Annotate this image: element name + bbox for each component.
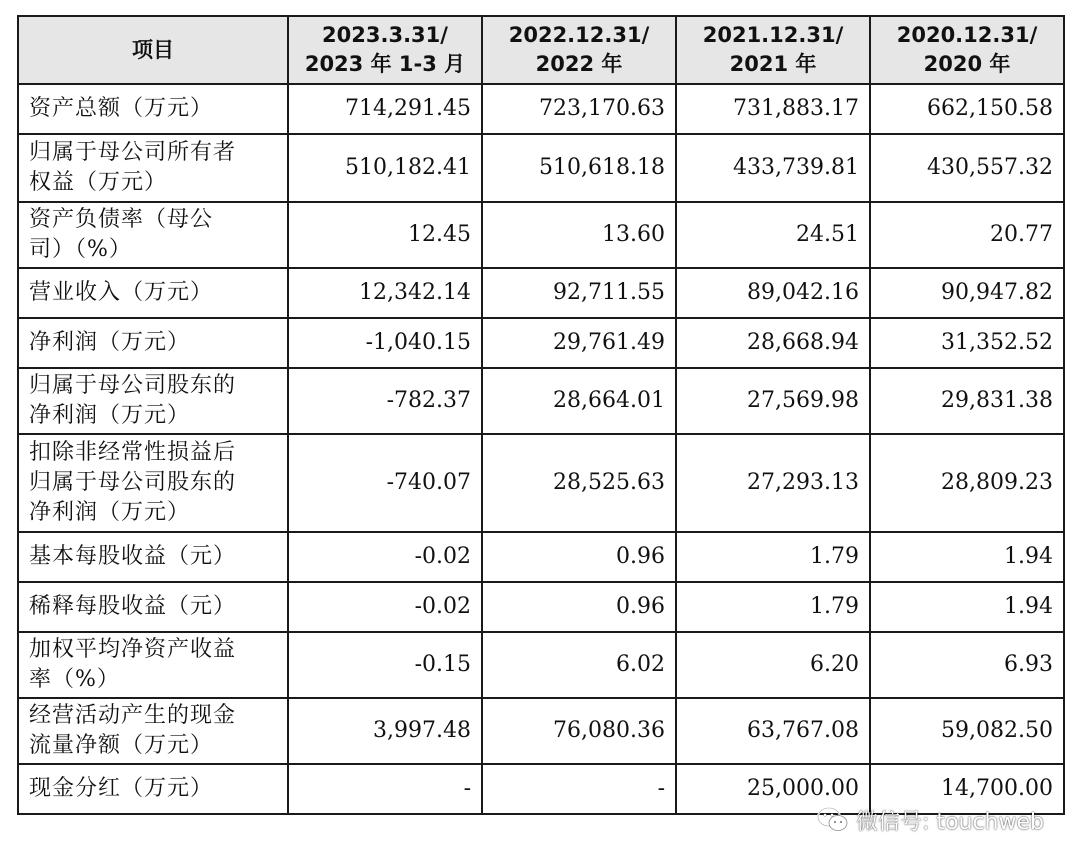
- row-value: 29,831.38: [870, 368, 1064, 434]
- row-label-line: 流量净额（万元）: [29, 733, 214, 758]
- row-label-line: 营业收入（万元）: [29, 280, 214, 305]
- table-row: [18, 318, 1064, 368]
- table-row: [18, 202, 1064, 268]
- table-header: [18, 16, 1064, 84]
- row-label-line: 基本每股收益（元）: [29, 544, 237, 569]
- row-label: [18, 134, 288, 202]
- row-value: 29,761.49: [482, 318, 676, 368]
- header-date: 2022.12.31/: [508, 23, 650, 47]
- row-value: 723,170.63: [482, 84, 676, 134]
- row-value: 6.02: [482, 632, 676, 698]
- table-row: [18, 268, 1064, 318]
- row-label: [18, 268, 288, 318]
- row-label-line: 权益（万元）: [29, 170, 168, 195]
- row-value: -740.07: [288, 434, 482, 532]
- table-body: [18, 84, 1064, 814]
- row-value: 63,767.08: [676, 698, 870, 764]
- header-period: 2021 年: [729, 52, 817, 76]
- row-value: 1.94: [870, 532, 1064, 582]
- row-label-line: 净利润（万元）: [29, 500, 191, 525]
- row-label-line: 率（%）: [29, 667, 120, 692]
- row-value: 28,668.94: [676, 318, 870, 368]
- row-value: -0.02: [288, 532, 482, 582]
- header-col-2022: [482, 16, 676, 84]
- table-row: [18, 632, 1064, 698]
- row-value: -: [288, 764, 482, 814]
- wechat-icon: [816, 805, 850, 835]
- row-value: 27,293.13: [676, 434, 870, 532]
- header-period: 2022 年: [535, 52, 623, 76]
- row-label: [18, 764, 288, 814]
- row-value: 0.96: [482, 582, 676, 632]
- row-value: 89,042.16: [676, 268, 870, 318]
- row-label-line: 稀释每股收益（元）: [29, 594, 237, 619]
- header-period: 2020 年: [923, 52, 1011, 76]
- row-value: 14,700.00: [870, 764, 1064, 814]
- row-label: [18, 632, 288, 698]
- watermark-text: 微信号: touchweb: [856, 809, 1044, 835]
- row-value: -0.15: [288, 632, 482, 698]
- row-label-line: 扣除非经常性损益后: [29, 440, 237, 465]
- header-date: 2021.12.31/: [702, 23, 844, 47]
- header-col-2021: [676, 16, 870, 84]
- row-value: 28,525.63: [482, 434, 676, 532]
- row-value: 510,182.41: [288, 134, 482, 202]
- row-label: [18, 368, 288, 434]
- row-value: 1.94: [870, 582, 1064, 632]
- table-row: [18, 434, 1064, 532]
- row-value: 13.60: [482, 202, 676, 268]
- row-value: 90,947.82: [870, 268, 1064, 318]
- header-item: 项目: [18, 16, 288, 84]
- row-label-line: 资产总额（万元）: [29, 96, 214, 121]
- row-value: -: [482, 764, 676, 814]
- row-value: -0.02: [288, 582, 482, 632]
- row-value: 1.79: [676, 582, 870, 632]
- row-label-line: 净利润（万元）: [29, 403, 191, 428]
- table-row: [18, 698, 1064, 764]
- row-value: 0.96: [482, 532, 676, 582]
- row-value: 76,080.36: [482, 698, 676, 764]
- row-value: -782.37: [288, 368, 482, 434]
- row-label: [18, 698, 288, 764]
- row-label-line: 经营活动产生的现金: [29, 703, 237, 728]
- table-row: [18, 84, 1064, 134]
- row-value: 27,569.98: [676, 368, 870, 434]
- row-value: -1,040.15: [288, 318, 482, 368]
- row-value: 731,883.17: [676, 84, 870, 134]
- row-label-line: 加权平均净资产收益: [29, 637, 237, 662]
- row-value: 28,809.23: [870, 434, 1064, 532]
- row-label-line: 归属于母公司股东的: [29, 373, 237, 398]
- row-label: [18, 434, 288, 532]
- row-value: 662,150.58: [870, 84, 1064, 134]
- row-label: [18, 202, 288, 268]
- header-date: 2020.12.31/: [896, 23, 1038, 47]
- row-value: 714,291.45: [288, 84, 482, 134]
- row-label-line: 司）（%）: [29, 237, 132, 262]
- header-col-2023q1: [288, 16, 482, 84]
- table-row: [18, 134, 1064, 202]
- row-value: 433,739.81: [676, 134, 870, 202]
- row-value: 12.45: [288, 202, 482, 268]
- row-label-line: 资产负债率（母公: [29, 207, 214, 232]
- row-value: 12,342.14: [288, 268, 482, 318]
- table-row: [18, 582, 1064, 632]
- header-col-2020: [870, 16, 1064, 84]
- row-value: 6.20: [676, 632, 870, 698]
- row-label-line: 现金分红（万元）: [29, 776, 214, 801]
- header-period: 2023 年 1-3 月: [304, 52, 466, 76]
- watermark: [816, 802, 1044, 838]
- row-value: 510,618.18: [482, 134, 676, 202]
- row-value: 20.77: [870, 202, 1064, 268]
- row-value: 28,664.01: [482, 368, 676, 434]
- row-value: 24.51: [676, 202, 870, 268]
- row-label: [18, 582, 288, 632]
- row-label-line: 归属于母公司所有者: [29, 140, 237, 165]
- table-row: [18, 532, 1064, 582]
- row-label-line: 归属于母公司股东的: [29, 470, 237, 495]
- row-value: 59,082.50: [870, 698, 1064, 764]
- header-row: [18, 16, 1064, 84]
- row-label: [18, 318, 288, 368]
- row-value: 25,000.00: [676, 764, 870, 814]
- row-value: 3,997.48: [288, 698, 482, 764]
- header-date: 2023.3.31/: [322, 23, 448, 47]
- row-value: 430,557.32: [870, 134, 1064, 202]
- financial-summary-table: [17, 15, 1065, 815]
- row-label-line: 净利润（万元）: [29, 330, 191, 355]
- row-value: 92,711.55: [482, 268, 676, 318]
- row-value: 1.79: [676, 532, 870, 582]
- table-row: [18, 368, 1064, 434]
- row-value: 31,352.52: [870, 318, 1064, 368]
- row-value: 6.93: [870, 632, 1064, 698]
- row-label: [18, 84, 288, 134]
- row-label: [18, 532, 288, 582]
